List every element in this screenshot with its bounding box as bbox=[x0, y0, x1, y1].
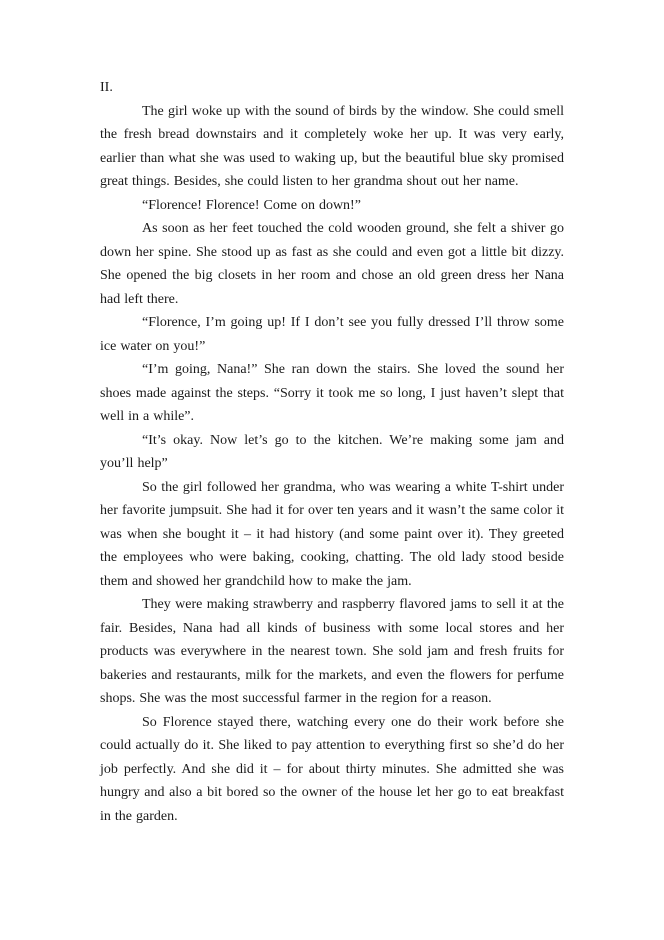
paragraph: “Florence, I’m going up! If I don’t see you fully dressed I’ll throw some ice water on you!” bbox=[100, 315, 564, 354]
paragraph: So the girl followed her grandma, who was wearing a white T-shirt under her favorite jumpsuit. She had it for over ten years and it wasn’t the same color it was when she bought it – it had history (and some paint over it). They greeted the employees who were baking, cooking, chatting. The old lady stood beside them and showed her grandchild how to make the jam. bbox=[100, 479, 564, 589]
text-content bbox=[100, 76, 564, 828]
paragraph: They were making strawberry and raspberry flavored jams to sell it at the fair. Besides, Nana had all kinds of business with some local stores and her products was everywhere in the nearest town. She sold jam and fresh fruits for bakeries and restaurants, milk for the markets, and even the flowers for perfume shops. She was the most successful farmer in the region for a reason. bbox=[100, 597, 564, 706]
paragraph: “It’s okay. Now let’s go to the kitchen. We’re making some jam and you’ll help” bbox=[100, 432, 564, 471]
paragraph: “I’m going, Nana!” She ran down the stairs. She loved the sound her shoes made against the steps. “Sorry it took me so long, I just haven’t slept that well in a while”. bbox=[100, 362, 564, 424]
paragraph: The girl woke up with the sound of birds by the window. She could smell the fresh bread downstairs and it completely woke her up. It was very early, earlier than what she was used to waking up, but the beautiful blue sky promised great things. Besides, she could listen to her grandma shout out her name. bbox=[100, 103, 564, 189]
paragraph: So Florence stayed there, watching every one do their work before she could actually do it. She liked to pay attention to everything first so she’d do her job perfectly. And she did it – for about thirty minutes. She admitted she was hungry and also a bit bored so the owner of the house let her go to eat breakfast in the garden. bbox=[100, 714, 564, 824]
paragraph: “Florence! Florence! Come on down!” bbox=[142, 197, 361, 213]
paragraph: As soon as her feet touched the cold wooden ground, she felt a shiver go down her spine. She stood up as fast as she could and even got a little bit dizzy. She opened the big closets in her room and chose an old green dress her Nana had left there. bbox=[100, 221, 564, 307]
section-heading: II. bbox=[100, 80, 113, 95]
story-paragraphs bbox=[100, 100, 564, 829]
